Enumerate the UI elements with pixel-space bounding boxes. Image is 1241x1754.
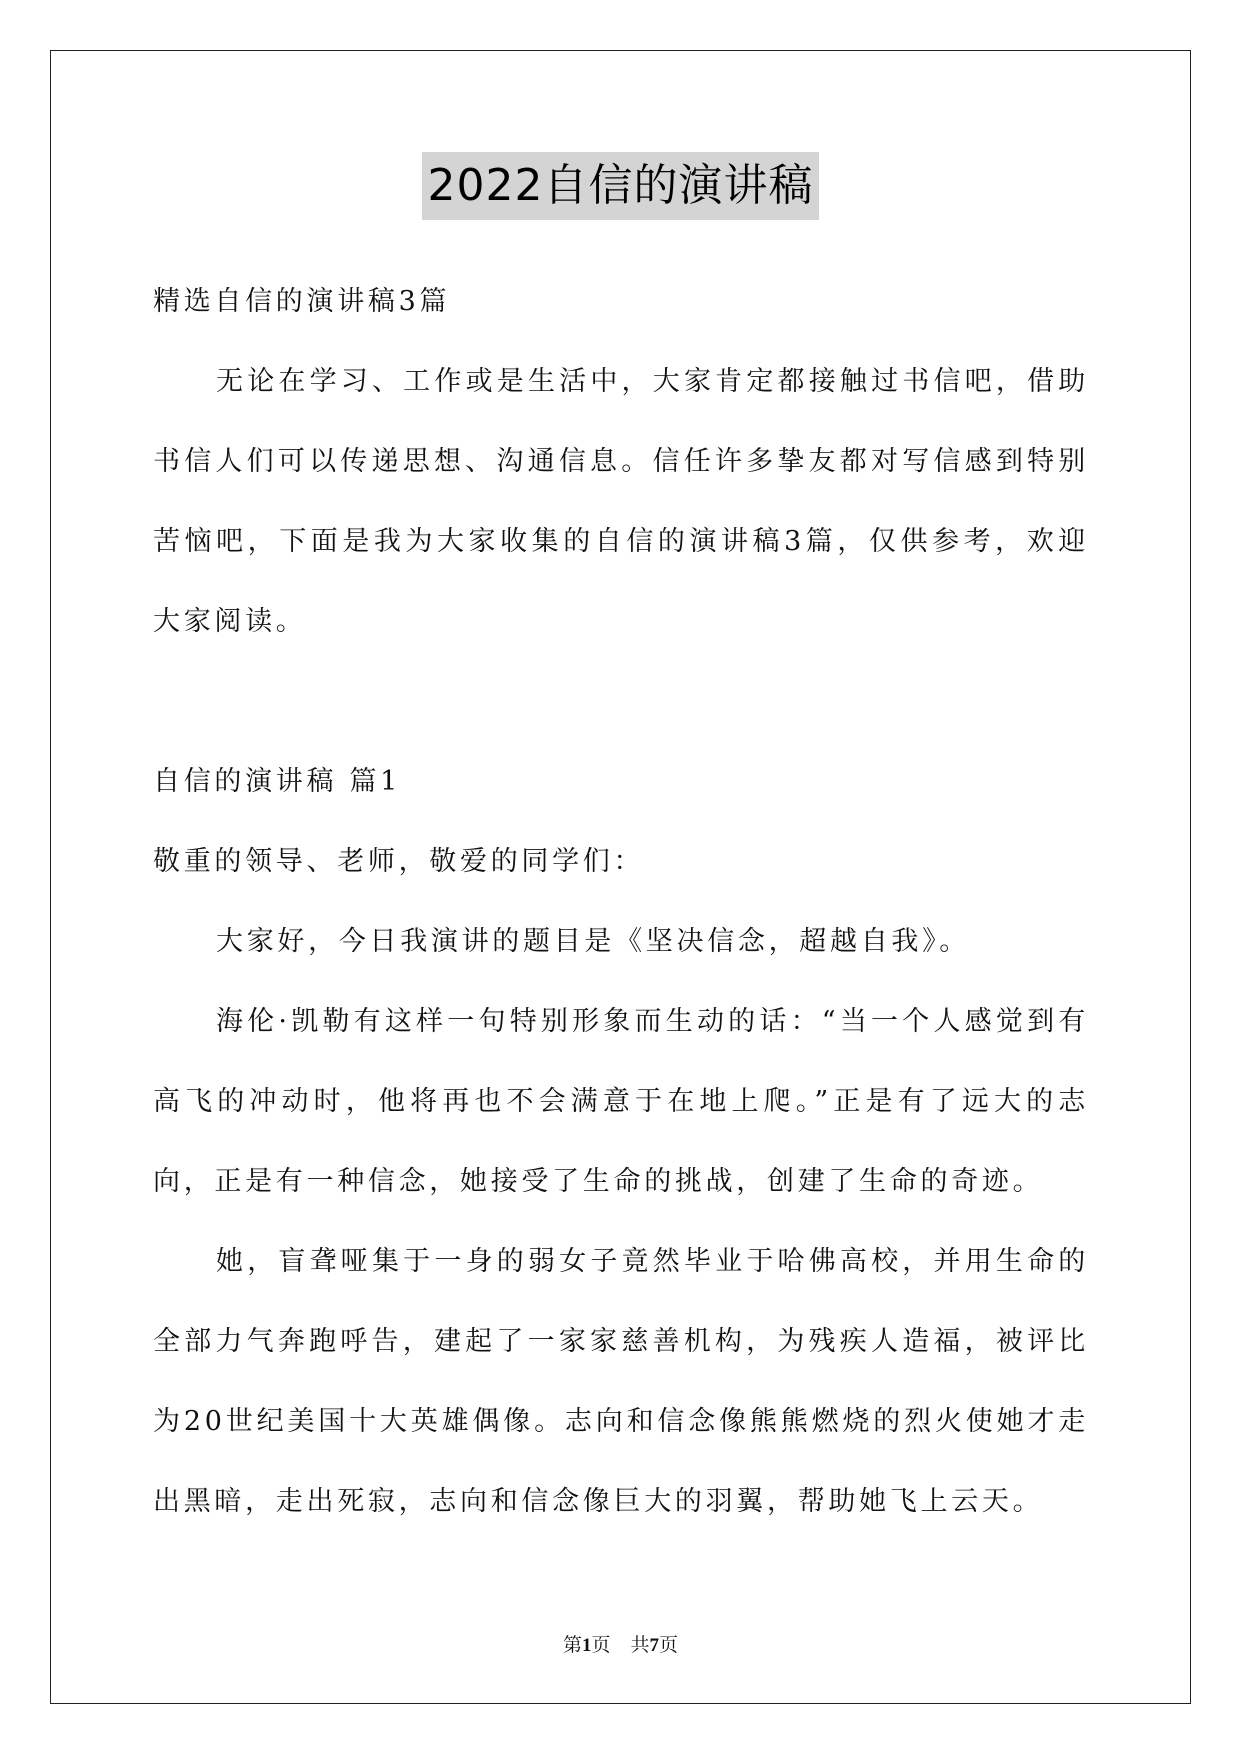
document-body: [153, 262, 1089, 1542]
total-page-number: 7: [649, 1635, 660, 1656]
subtitle-paragraph: 精选自信的演讲稿3篇: [153, 286, 451, 317]
page-suffix: 页: [591, 1635, 611, 1656]
quote-paragraph: 海伦·凯勒有这样一句特别形象而生动的话：“当一个人感觉到有高飞的冲动时，他将再也不会满意于在地上爬。”正是有了远大的志向，正是有一种信念，她接受了生命的挑战，创建了生命的奇迹。: [153, 1006, 1089, 1197]
title-container: [0, 152, 1241, 220]
story-paragraph: 她，盲聋哑集于一身的弱女子竟然毕业于哈佛高校，并用生命的全部力气奔跑呼告，建起了一家家慈善机构，为残疾人造福，被评比为20世纪美国十大英雄偶像。志向和信念像熊熊燃烧的烈火使她才走出黑暗，走出死寂，志向和信念像巨大的羽翼，帮助她飞上云天。: [153, 1246, 1089, 1517]
total-prefix: 共: [630, 1635, 650, 1656]
document-title: 2022自信的演讲稿: [422, 152, 820, 220]
salutation-paragraph: 敬重的领导、老师，敬爱的同学们：: [153, 846, 645, 877]
page-footer: [0, 1630, 1241, 1657]
greeting-paragraph: 大家好，今日我演讲的题目是《坚决信念，超越自我》。: [216, 926, 970, 957]
page-prefix: 第: [562, 1635, 582, 1656]
section-heading: 自信的演讲稿 篇1: [153, 766, 402, 797]
intro-paragraph: 无论在学习、工作或是生活中，大家肯定都接触过书信吧，借助书信人们可以传递思想、沟通信息。信任许多挚友都对写信感到特别苦恼吧，下面是我为大家收集的自信的演讲稿3篇，仅供参考，欢迎大家阅读。: [153, 366, 1089, 637]
total-suffix: 页: [659, 1635, 679, 1656]
current-page-number: 1: [581, 1635, 592, 1656]
